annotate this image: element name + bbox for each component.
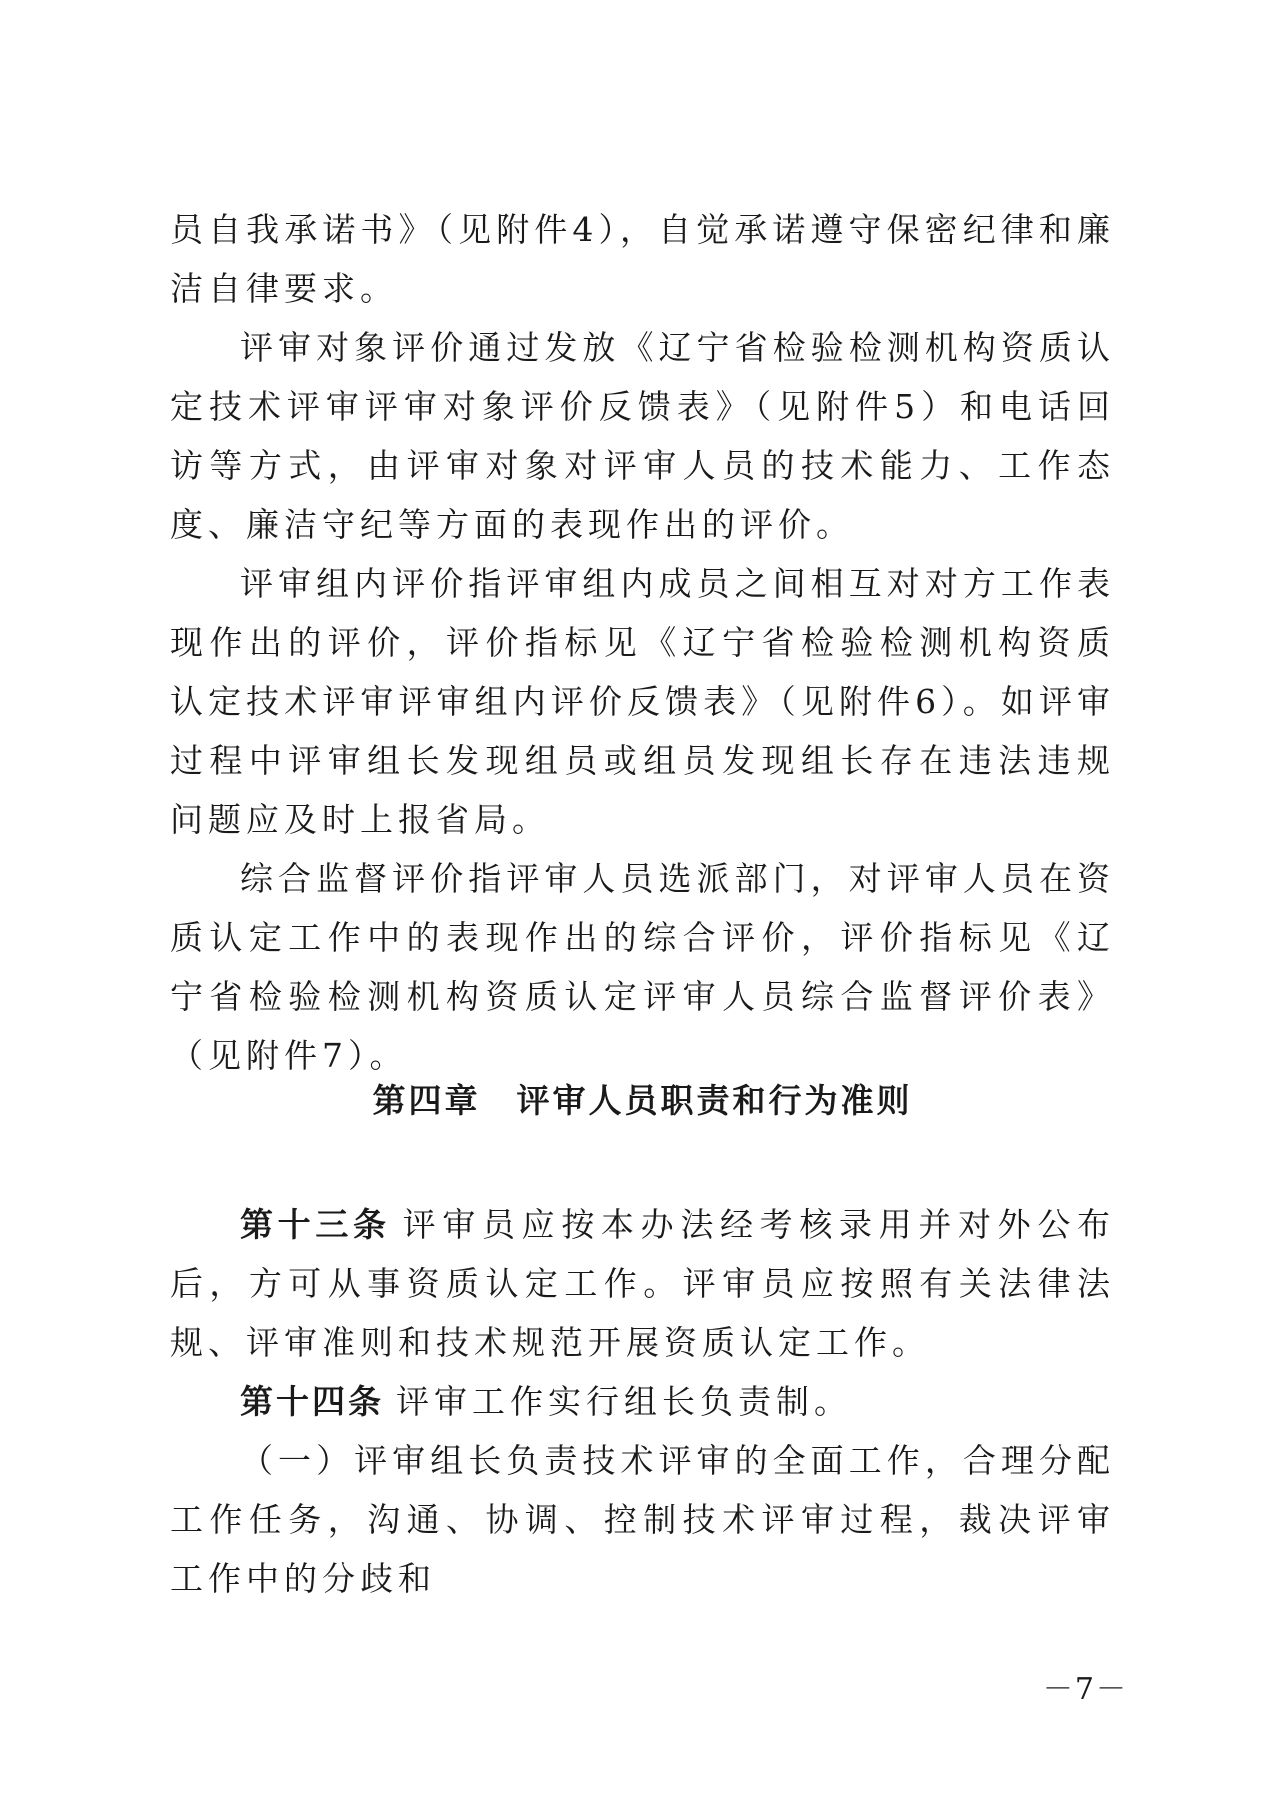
paragraph-group-evaluation: 评审组内评价指评审组内成员之间相互对对方工作表现作出的评价，评价指标见《辽宁省检验检测机构资质认定技术评审评审组内评价反馈表》（见附件6）。如评审过程中评审组长发现组员或组员发现组长存在违法违规问题应及时上报省局。: [170, 564, 1115, 839]
article-14-item-1: （一）评审组长负责技术评审的全面工作，合理分配工作任务，沟通、协调、控制技术评审过程，裁决评审工作中的分歧和: [170, 1441, 1115, 1598]
article-14-label: 第十四条: [240, 1382, 384, 1421]
chapter-heading: [170, 1075, 1115, 1122]
chapter-number: 第四章: [372, 1081, 481, 1120]
body-section-2: [170, 1195, 1115, 1608]
body-section-1: [170, 200, 1115, 1085]
paragraph-continuation: 员自我承诺书》（见附件4），自觉承诺遵守保密纪律和廉洁自律要求。: [170, 210, 1115, 308]
article-13-text: 评审员应按本办法经考核录用并对外公布后，方可从事资质认定工作。评审员应按照有关法律法规、评审准则和技术规范开展资质认定工作。: [170, 1205, 1116, 1362]
article-14: [170, 1372, 1115, 1431]
article-13: [170, 1195, 1115, 1372]
chapter-title-text: 评审人员职责和行为准则: [516, 1081, 913, 1120]
page-number: －7－: [1042, 1672, 1128, 1707]
article-13-label: 第十三条: [240, 1205, 391, 1244]
article-14-text: 评审工作实行组长负责制。: [396, 1382, 852, 1421]
paragraph-comprehensive-evaluation: 综合监督评价指评审人员选派部门，对评审人员在资质认定工作中的表现作出的综合评价，评价指标见《辽宁省检验检测机构资质认定评审人员综合监督评价表》（见附件7）。: [170, 859, 1115, 1075]
paragraph-object-evaluation: 评审对象评价通过发放《辽宁省检验检测机构资质认定技术评审评审对象评价反馈表》（见附件5）和电话回访等方式，由评审对象对评审人员的技术能力、工作态度、廉洁守纪等方面的表现作出的评价。: [170, 328, 1115, 544]
